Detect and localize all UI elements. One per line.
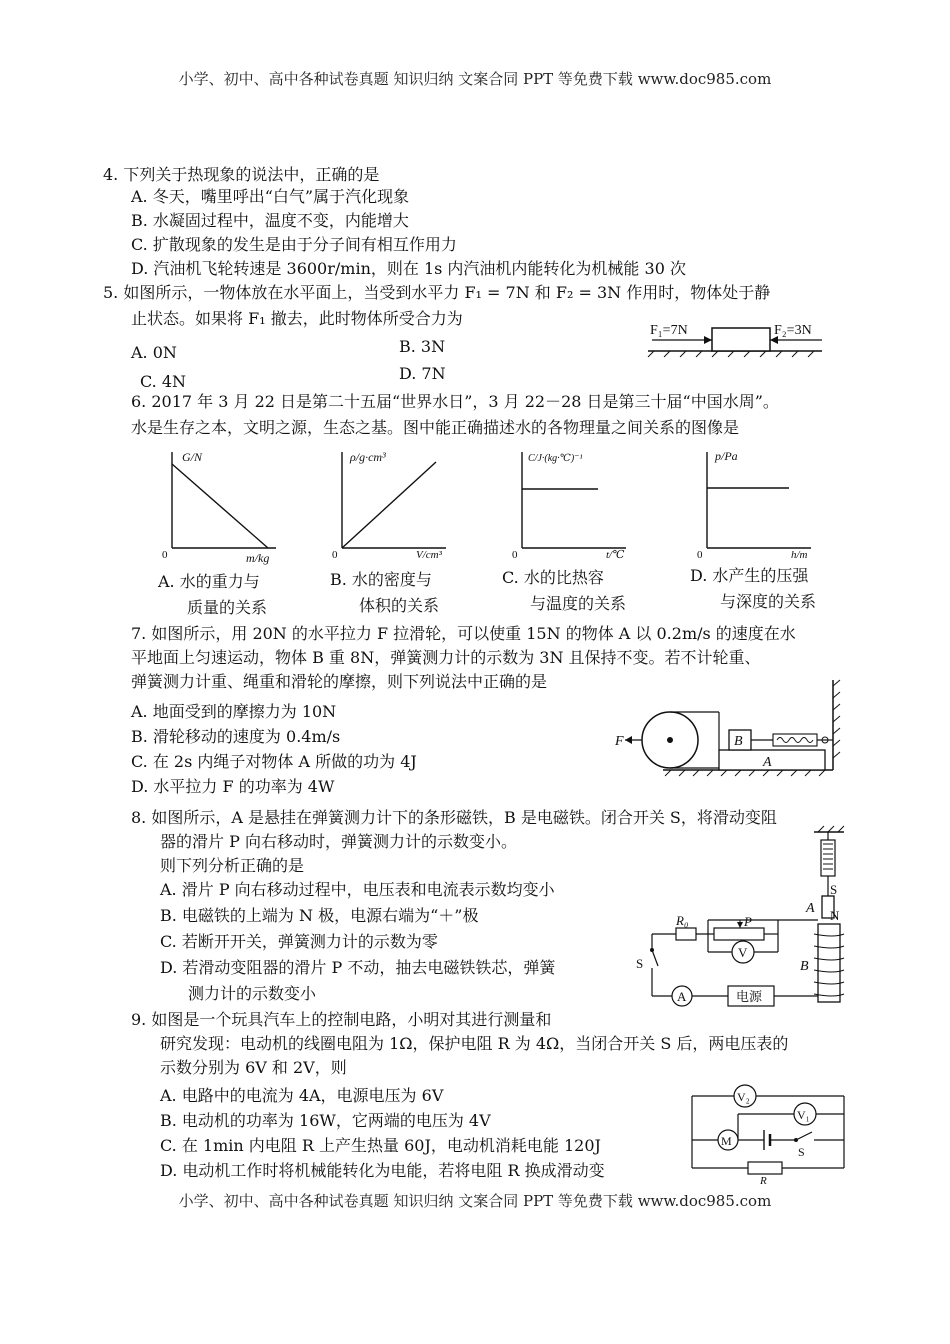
graph-a-ylabel: G/N bbox=[182, 450, 203, 464]
q5-option-c: C. 4N bbox=[140, 372, 187, 391]
graph-a-xlabel: m/kg bbox=[246, 551, 270, 565]
graph-b-origin: 0 bbox=[332, 549, 338, 561]
q7-figure bbox=[615, 678, 845, 778]
q6-caption-b2: 体积的关系 bbox=[359, 596, 440, 615]
q6-caption-c2: 与温度的关系 bbox=[530, 594, 627, 613]
q6-caption-b1: B. 水的密度与 bbox=[330, 570, 432, 589]
graph-b-xlabel: V/cm³ bbox=[416, 549, 442, 561]
q8-P-label: P bbox=[744, 914, 752, 929]
q9-option-c: C. 在 1min 内电阻 R 上产生热量 60J，电动机消耗电能 120J bbox=[160, 1136, 601, 1155]
q5-option-d: D. 7N bbox=[399, 364, 446, 383]
q9-switch-S: S bbox=[798, 1145, 805, 1159]
graph-c-origin: 0 bbox=[512, 549, 518, 561]
graph-a-origin: 0 bbox=[162, 549, 168, 561]
q8-magnet-S: S bbox=[830, 882, 838, 897]
q7-A-label: A bbox=[763, 755, 772, 770]
q6-graph-d bbox=[693, 446, 833, 566]
q8-stem-line2: 器的滑片 P 向右移动时，弹簧测力计的示数变小。 bbox=[160, 832, 517, 851]
graph-d-xlabel: h/m bbox=[791, 549, 808, 561]
page-header: 小学、初中、高中各种试卷真题 知识归纳 文案合同 PPT 等免费下载 www.doc985.com bbox=[178, 70, 772, 88]
q8-switch-S: S bbox=[636, 956, 644, 971]
q8-option-c: C. 若断开开关，弹簧测力计的示数为零 bbox=[160, 932, 438, 951]
q8-option-d1: D. 若滑动变阻器的滑片 P 不动，抽去电磁铁铁芯，弹簧 bbox=[160, 958, 556, 977]
q5-stem-line1: 5. 如图所示，一物体放在水平面上，当受到水平力 F₁ = 7N 和 F₂ = 3N 作用时，物体处于静 bbox=[103, 283, 771, 302]
q8-option-d2: 测力计的示数变小 bbox=[188, 984, 317, 1003]
q8-voltmeter-label: V bbox=[738, 945, 748, 960]
graph-a-line bbox=[172, 464, 268, 548]
q4-stem: 4. 下列关于热现象的说法中，正确的是 bbox=[103, 165, 380, 184]
q5-figure bbox=[640, 318, 830, 358]
q7-option-b: B. 滑轮移动的速度为 0.4m/s bbox=[131, 727, 341, 746]
q6-caption-a2: 质量的关系 bbox=[187, 598, 268, 617]
q7-option-c: C. 在 2s 内绳子对物体 A 所做的功为 4J bbox=[131, 752, 417, 771]
q8-electromagnet-B: B bbox=[800, 959, 809, 974]
q8-stem-line1: 8. 如图所示，A 是悬挂在弹簧测力计下的条形磁铁，B 是电磁铁。闭合开关 S，将滑动变阻 bbox=[131, 808, 777, 827]
q6-caption-a1: A. 水的重力与 bbox=[158, 572, 260, 591]
graph-c-xlabel: t/℃ bbox=[606, 549, 625, 561]
q9-R-label: R bbox=[760, 1175, 767, 1184]
q8-figure bbox=[632, 824, 852, 1014]
q8-R0-label: R₀ bbox=[676, 913, 689, 928]
q6-caption-d2: 与深度的关系 bbox=[720, 592, 817, 611]
q9-V2-label: V₂ bbox=[737, 1090, 750, 1104]
graph-b-line bbox=[342, 462, 436, 548]
q5-f2-label: F₂=3N bbox=[774, 323, 812, 338]
q6-graph-c bbox=[508, 446, 648, 566]
q9-option-b: B. 电动机的功率为 16W，它两端的电压为 4V bbox=[160, 1111, 491, 1130]
q8-magnet-N: N bbox=[830, 908, 840, 923]
page-footer: 小学、初中、高中各种试卷真题 知识归纳 文案合同 PPT 等免费下载 www.doc985.com bbox=[178, 1192, 772, 1210]
q6-caption-c1: C. 水的比热容 bbox=[502, 568, 604, 587]
q8-option-b: B. 电磁铁的上端为 N 极，电源右端为“＋”极 bbox=[160, 906, 479, 925]
q7-option-a: A. 地面受到的摩擦力为 10N bbox=[131, 702, 337, 721]
q5-f1-label: F₁=7N bbox=[650, 323, 688, 338]
q5-option-b: B. 3N bbox=[399, 337, 446, 356]
q7-stem-line3: 弹簧测力计重、绳重和滑轮的摩擦，则下列说法中正确的是 bbox=[131, 672, 548, 691]
q8-magnet-A: A bbox=[806, 901, 815, 916]
graph-d-origin: 0 bbox=[697, 549, 703, 561]
q9-V1-label: V₁ bbox=[797, 1108, 810, 1122]
q7-stem-line2: 平地面上匀速运动，物体 B 重 8N，弹簧测力计的示数为 3N 且保持不变。若不计轮重、 bbox=[131, 648, 761, 667]
q9-option-d: D. 电动机工作时将机械能转化为电能，若将电阻 R 换成滑动变 bbox=[160, 1161, 605, 1180]
q6-caption-d1: D. 水产生的压强 bbox=[690, 566, 809, 585]
q4-option-d: D. 汽油机飞轮转速是 3600r/min，则在 1s 内汽油机内能转化为机械能 30 次 bbox=[131, 259, 686, 278]
q5-option-a: A. 0N bbox=[131, 343, 177, 362]
graph-d-ylabel: p/Pa bbox=[715, 449, 738, 463]
q9-motor-label: M bbox=[721, 1134, 732, 1148]
graph-b-ylabel: ρ/g·cm³ bbox=[350, 450, 386, 464]
q7-B-label: B bbox=[734, 734, 743, 749]
q7-F-label: F bbox=[615, 734, 624, 749]
q6-graph-a bbox=[158, 446, 298, 566]
q7-stem-line1: 7. 如图所示，用 20N 的水平拉力 F 拉滑轮，可以使重 15N 的物体 A 以 0.2m/s 的速度在水 bbox=[131, 624, 796, 643]
q9-stem-line1: 9. 如图是一个玩具汽车上的控制电路，小明对其进行测量和 bbox=[131, 1010, 552, 1029]
q7-option-d: D. 水平拉力 F 的功率为 4W bbox=[131, 777, 335, 796]
graph-c-ylabel: C/J·(kg·℃)⁻¹ bbox=[528, 453, 583, 464]
q6-graph-b bbox=[328, 446, 468, 566]
q9-option-a: A. 电路中的电流为 4A，电源电压为 6V bbox=[160, 1086, 444, 1105]
q4-option-a: A. 冬天，嘴里呼出“白气”属于汽化现象 bbox=[131, 187, 410, 206]
q9-stem-line3: 示数分别为 6V 和 2V，则 bbox=[160, 1058, 347, 1077]
q8-power-source: 电源 bbox=[736, 989, 763, 1004]
q9-stem-line2: 研究发现：电动机的线圈电阻为 1Ω，保护电阻 R 为 4Ω，当闭合开关 S 后，两电压表的 bbox=[160, 1034, 789, 1053]
q6-stem-line2: 水是生存之本，文明之源，生态之基。图中能正确描述水的各物理量之间关系的图像是 bbox=[131, 418, 740, 437]
q5-stem-line2: 止状态。如果将 F₁ 撤去，此时物体所受合力为 bbox=[131, 309, 463, 328]
q8-ammeter-label: A bbox=[677, 989, 687, 1004]
q8-stem-line3: 则下列分析正确的是 bbox=[160, 856, 305, 875]
q9-figure bbox=[688, 1084, 850, 1184]
q6-stem-line1: 6. 2017 年 3 月 22 日是第二十五届“世界水日”，3 月 22－28 日是第三十届“中国水周”。 bbox=[131, 392, 779, 411]
q4-option-b: B. 水凝固过程中，温度不变，内能增大 bbox=[131, 211, 409, 230]
q8-option-a: A. 滑片 P 向右移动过程中，电压表和电流表示数均变小 bbox=[160, 880, 555, 899]
q4-option-c: C. 扩散现象的发生是由于分子间有相互作用力 bbox=[131, 235, 457, 254]
